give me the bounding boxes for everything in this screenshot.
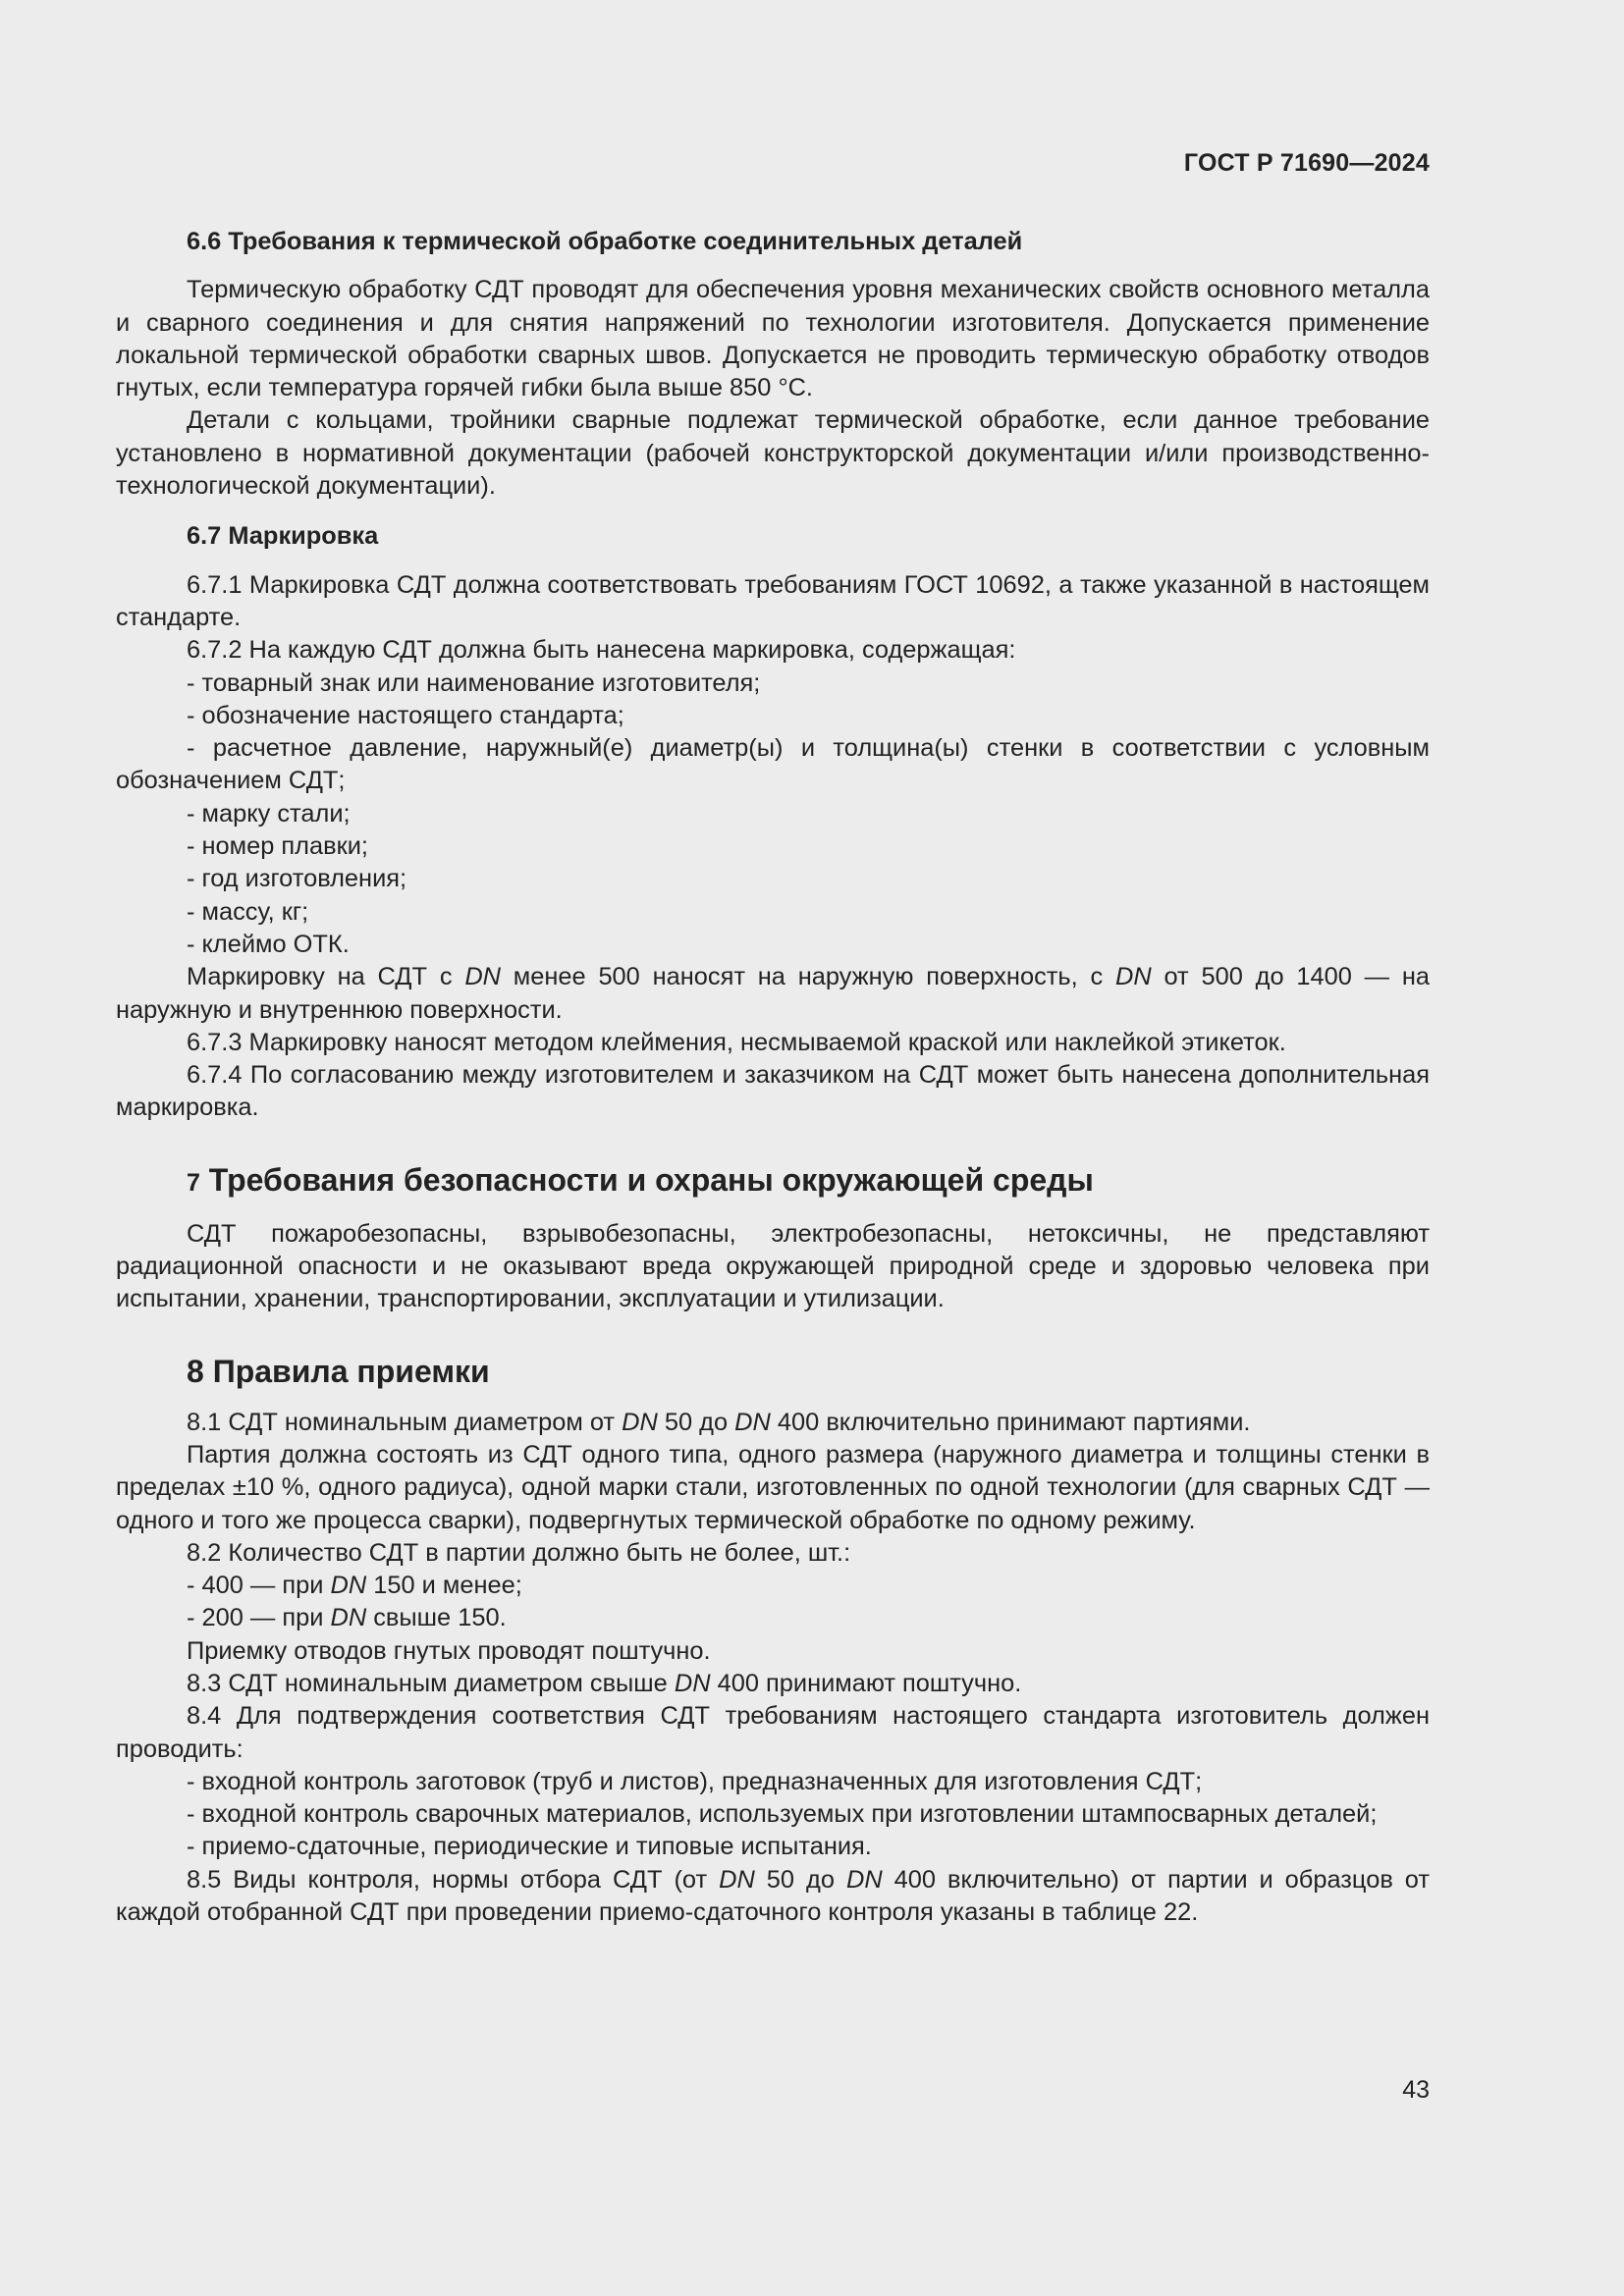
clause-8-1: 8.1 СДТ номинальным диаметром от DN 50 до DN 400 включительно принимают партиями. bbox=[187, 1408, 1251, 1436]
clause-6-7-1: 6.7.1 Маркировка СДТ должна соответствовать требованиям ГОСТ 10692, а также указанной в настоящем стандарте. bbox=[116, 570, 1430, 631]
control-list-item: - входной контроль заготовок (труб и листов), предназначенных для изготовления СДТ; bbox=[187, 1767, 1203, 1795]
marking-list-item: - номер плавки; bbox=[187, 832, 368, 861]
control-list-item: - входной контроль сварочных материалов, используемых при изготовлении штампосварных деталей; bbox=[187, 1800, 1378, 1829]
section-8-heading: 8 Правила приемки bbox=[187, 1353, 490, 1389]
marking-list-item: - марку стали; bbox=[187, 799, 351, 828]
section-6-6-heading: 6.6 Требования к термической обработке соединительных деталей bbox=[187, 228, 1023, 255]
marking-surface-paragraph: Маркировку на СДТ с DN менее 500 наносят на наружную поверхность, с DN от 500 до 1400 — на наружную и внутреннюю поверхности. bbox=[116, 963, 1430, 1024]
clause-6-7-4: 6.7.4 По согласованию между изготовителем и заказчиком на СДТ может быть нанесена дополнительная маркировка. bbox=[116, 1061, 1430, 1122]
marking-list-item: - клеймо ОТК. bbox=[187, 930, 350, 958]
clause-6-7-3: 6.7.3 Маркировку наносят методом клеймения, несмываемой краской или наклейкой этикеток. bbox=[187, 1028, 1286, 1056]
clause-6-7-2: 6.7.2 На каждую СДТ должна быть нанесена маркировка, содержащая: bbox=[187, 636, 1016, 665]
section-6-6-paragraph-2: Детали с кольцами, тройники сварные подлежат термической обработке, если данное требование установлено в нормативной документации (рабочей конструкторской документации и/или производственно-технологической документации). bbox=[116, 406, 1430, 501]
section-6-6-paragraph-1: Термическую обработку СДТ проводят для обеспечения уровня механических свойств основного металла и сварного соединения и для снятия напряжений по технологии изготовителя. Допускается применение локальной термической обработки сварных швов. Допускается не проводить термическую обработку отводов гнутых, если температура горячей гибки была выше 850 °С. bbox=[116, 276, 1430, 402]
document-body bbox=[116, 226, 1430, 1929]
section-7-heading: 7 Требования безопасности и охраны окружающей среды bbox=[187, 1161, 1094, 1198]
clause-8-4: 8.4 Для подтверждения соответствия СДТ требованиям настоящего стандарта изготовитель должен проводить: bbox=[116, 1702, 1430, 1763]
marking-list-item: - товарный знак или наименование изготовителя; bbox=[187, 668, 761, 697]
section-6-7-heading: 6.7 Маркировка bbox=[187, 522, 379, 551]
marking-list-item: - обозначение настоящего стандарта; bbox=[187, 701, 624, 729]
marking-list-item: - расчетное давление, наружный(е) диаметр(ы) и толщина(ы) стенки в соответствии с условным обозначением СДТ; bbox=[116, 734, 1430, 795]
bent-bends-acceptance-paragraph: Приемку отводов гнутых проводят поштучно. bbox=[187, 1636, 711, 1665]
page-number: 43 bbox=[1402, 2076, 1430, 2104]
clause-8-5: 8.5 Виды контроля, нормы отбора СДТ (от DN 50 до DN 400 включительно) от партии и образцов от каждой отобранной СДТ при проведении приемо-сдаточного контроля указаны в таблице 22. bbox=[116, 1865, 1430, 1927]
control-list-item: - приемо-сдаточные, периодические и типовые испытания. bbox=[187, 1833, 872, 1861]
marking-list-item: - массу, кг; bbox=[187, 897, 309, 926]
clause-8-3: 8.3 СДТ номинальным диаметром свыше DN 400 принимают поштучно. bbox=[187, 1669, 1022, 1697]
document-code-header: ГОСТ Р 71690—2024 bbox=[1183, 149, 1430, 177]
batch-size-list-item: - 400 — при DN 150 и менее; bbox=[187, 1572, 522, 1600]
section-7-paragraph: СДТ пожаробезопасны, взрывобезопасны, электробезопасны, нетоксичны, не представляют радиационной опасности и не оказывают вреда окружающей природной среде и здоровью человека при испытании, хранении, транспортировании, эксплуатации и утилизации. bbox=[116, 1219, 1430, 1313]
marking-list-item: - год изготовления; bbox=[187, 865, 407, 893]
batch-size-list-item: - 200 — при DN свыше 150. bbox=[187, 1604, 507, 1632]
clause-8-2: 8.2 Количество СДТ в партии должно быть не более, шт.: bbox=[187, 1538, 851, 1567]
clause-8-1-batch-paragraph: Партия должна состоять из СДТ одного типа, одного размера (наружного диаметра и толщины стенки в пределах ±10 %, одного радиуса), одной марки стали, изготовленных по одной технологии (для сварных СДТ — одного и того же процесса сварки), подвергнутых термической обработке по одному режиму. bbox=[116, 1440, 1430, 1534]
